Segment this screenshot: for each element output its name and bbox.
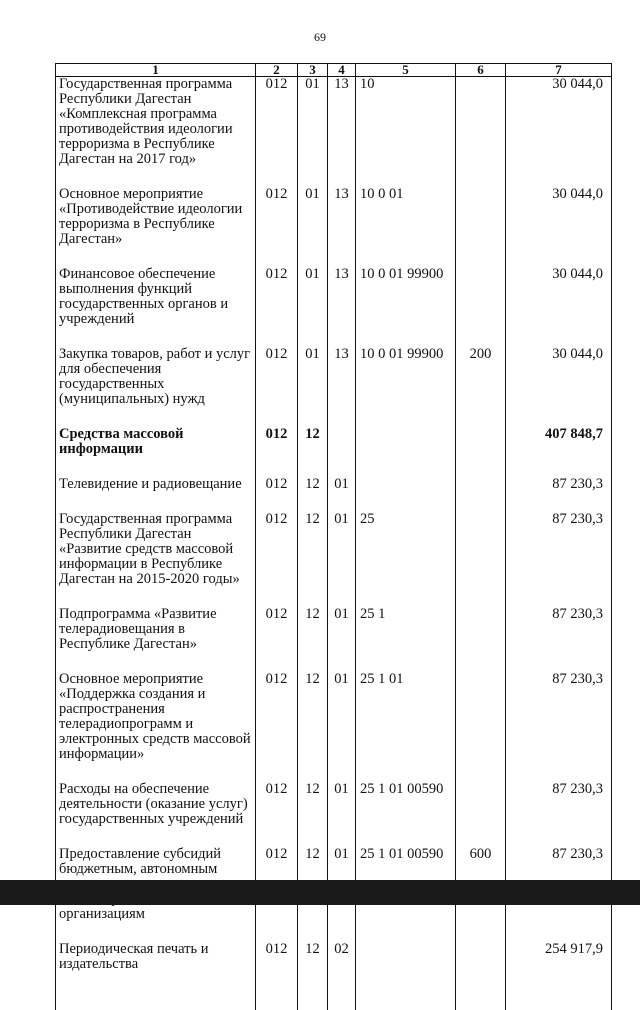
ministry-code: 012 — [256, 347, 298, 427]
target-article — [356, 427, 456, 477]
target-article: 10 — [356, 77, 456, 188]
subsection-code: 01 — [328, 477, 356, 512]
expense-type — [456, 512, 506, 607]
section-code: 12 — [298, 512, 328, 607]
row-name: Средства массовой информации — [56, 427, 256, 477]
target-article: 25 1 01 00590 — [356, 847, 456, 942]
subsection-code — [328, 427, 356, 477]
page-number: 69 — [0, 30, 640, 45]
ministry-code: 012 — [256, 267, 298, 347]
row-name: Государственная программа Республики Дагестан «Комплексная программа противодействия идеологии терроризма в Республике Дагестан на 2017 год» — [56, 77, 256, 188]
ministry-code: 012 — [256, 942, 298, 992]
ministry-code: 012 — [256, 187, 298, 267]
table-row — [56, 512, 612, 607]
amount: 30 044,0 — [506, 347, 612, 427]
amount: 87 230,3 — [506, 477, 612, 512]
subsection-code: 13 — [328, 347, 356, 427]
ministry-code: 012 — [256, 782, 298, 847]
section-code: 12 — [298, 672, 328, 782]
section-code: 12 — [298, 607, 328, 672]
expense-type — [456, 607, 506, 672]
table-row — [56, 782, 612, 847]
row-name: Закупка товаров, работ и услуг для обеспечения государственных (муниципальных) нужд — [56, 347, 256, 427]
amount: 407 848,7 — [506, 427, 612, 477]
subsection-code: 13 — [328, 187, 356, 267]
table-row — [56, 267, 612, 347]
subsection-code: 13 — [328, 267, 356, 347]
column-header: 2 — [256, 64, 298, 77]
amount: 87 230,3 — [506, 847, 612, 942]
column-header: 5 — [356, 64, 456, 77]
empty-cell — [256, 992, 298, 1010]
budget-table — [55, 63, 612, 1010]
empty-cell — [456, 992, 506, 1010]
row-name: Предоставление субсидий бюджетным, автономным организациям — [56, 847, 256, 942]
ministry-code: 012 — [256, 672, 298, 782]
target-article: 25 1 01 00590 — [356, 782, 456, 847]
empty-cell — [506, 992, 612, 1010]
section-code: 01 — [298, 187, 328, 267]
expense-type — [456, 942, 506, 992]
column-header: 3 — [298, 64, 328, 77]
row-name: Расходы на обеспечение деятельности (оказание услуг) государственных учреждений — [56, 782, 256, 847]
section-code: 12 — [298, 847, 328, 942]
header-row — [56, 64, 612, 77]
expense-type — [456, 477, 506, 512]
table-row — [56, 427, 612, 477]
subsection-code: 13 — [328, 77, 356, 188]
target-article — [356, 477, 456, 512]
row-name: Основное мероприятие «Противодействие идеологии терроризма в Республике Дагестан» — [56, 187, 256, 267]
subsection-code: 01 — [328, 847, 356, 942]
section-code: 01 — [298, 77, 328, 188]
target-article: 10 0 01 — [356, 187, 456, 267]
amount: 87 230,3 — [506, 607, 612, 672]
section-code: 01 — [298, 347, 328, 427]
table-row — [56, 942, 612, 992]
subsection-code: 01 — [328, 782, 356, 847]
empty-cell — [56, 992, 256, 1010]
row-name: Подпрограмма «Развитие телерадиовещания в Республике Дагестан» — [56, 607, 256, 672]
amount: 87 230,3 — [506, 672, 612, 782]
ministry-code: 012 — [256, 607, 298, 672]
subsection-code: 02 — [328, 942, 356, 992]
expense-type — [456, 672, 506, 782]
row-name: Периодическая печать и издательства — [56, 942, 256, 992]
amount: 30 044,0 — [506, 267, 612, 347]
expense-type — [456, 77, 506, 188]
expense-type — [456, 427, 506, 477]
table-row — [56, 187, 612, 267]
section-code: 12 — [298, 942, 328, 992]
amount: 30 044,0 — [506, 77, 612, 188]
row-name: Финансовое обеспечение выполнения функций государственных органов и учреждений — [56, 267, 256, 347]
table-row — [56, 607, 612, 672]
subsection-code: 01 — [328, 512, 356, 607]
target-article: 10 0 01 99900 — [356, 347, 456, 427]
section-code: 12 — [298, 477, 328, 512]
ministry-code: 012 — [256, 77, 298, 188]
expense-type — [456, 267, 506, 347]
target-article: 25 1 — [356, 607, 456, 672]
target-article: 10 0 01 99900 — [356, 267, 456, 347]
amount: 87 230,3 — [506, 782, 612, 847]
row-name: Государственная программа Республики Дагестан «Развитие средств массовой информации в Республике Дагестан на 2015-2020 годы» — [56, 512, 256, 607]
expense-type: 200 — [456, 347, 506, 427]
table-row — [56, 77, 612, 188]
table-body — [56, 77, 612, 1010]
subsection-code: 01 — [328, 672, 356, 782]
expense-type — [456, 187, 506, 267]
ministry-code: 012 — [256, 427, 298, 477]
section-code: 12 — [298, 427, 328, 477]
ministry-code: 012 — [256, 477, 298, 512]
table-row — [56, 477, 612, 512]
subsection-code: 01 — [328, 607, 356, 672]
column-header: 7 — [506, 64, 612, 77]
section-code: 12 — [298, 782, 328, 847]
amount: 30 044,0 — [506, 187, 612, 267]
table-row — [56, 672, 612, 782]
row-name: Телевидение и радиовещание — [56, 477, 256, 512]
table-filler — [56, 992, 612, 1010]
amount: 87 230,3 — [506, 512, 612, 607]
ministry-code: 012 — [256, 512, 298, 607]
target-article — [356, 942, 456, 992]
column-header: 6 — [456, 64, 506, 77]
expense-type — [456, 782, 506, 847]
target-article: 25 — [356, 512, 456, 607]
amount: 254 917,9 — [506, 942, 612, 992]
ministry-code: 012 — [256, 847, 298, 942]
row-name: Основное мероприятие «Поддержка создания и распространения телерадиопрограмм и электронных средств массовой информации» — [56, 672, 256, 782]
section-code: 01 — [298, 267, 328, 347]
column-header: 4 — [328, 64, 356, 77]
target-article: 25 1 01 — [356, 672, 456, 782]
empty-cell — [298, 992, 328, 1010]
scan-edge — [0, 880, 640, 905]
column-header: 1 — [56, 64, 256, 77]
empty-cell — [356, 992, 456, 1010]
table-row — [56, 347, 612, 427]
empty-cell — [328, 992, 356, 1010]
expense-type: 600 — [456, 847, 506, 942]
